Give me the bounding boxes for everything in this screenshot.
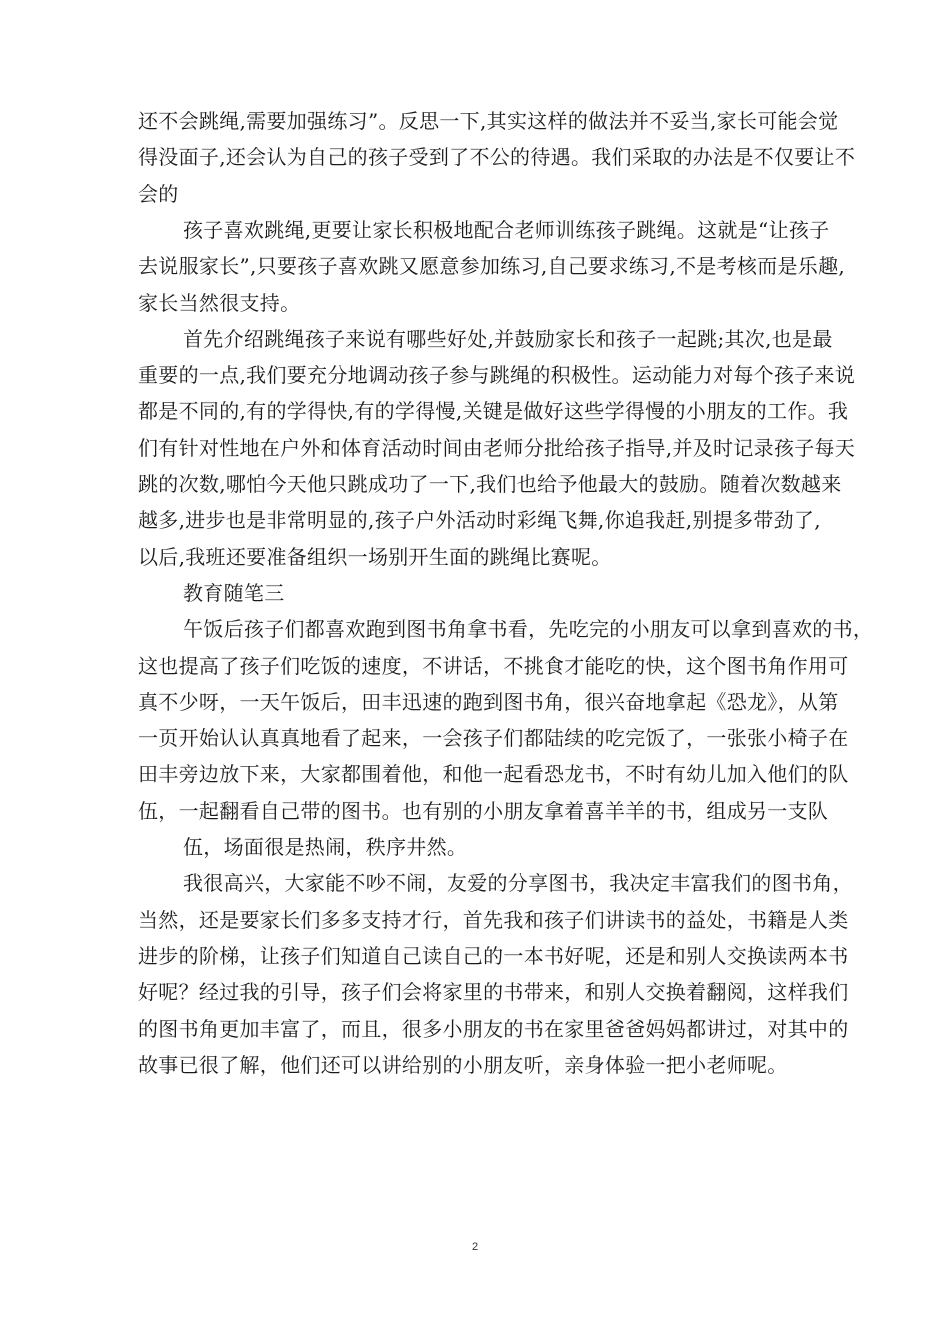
page-number: 2	[471, 1241, 479, 1253]
text-line: 首先介绍跳绳孩子来说有哪些好处,并鼓励家长和孩子一起跳;其次,也是最	[183, 326, 833, 351]
text-line: 伍，场面很是热闹，秩序井然。	[183, 835, 468, 859]
text-line: 以后,我班还要准备组织一场别开生面的跳绳比赛呢。	[138, 544, 612, 569]
text-line: 进步的阶梯，让孩子们知道自己读自己的一本书好呢，还是和别人交换读两本书	[138, 943, 849, 968]
text-line: 越多,进步也是非常明显的,孩子户外活动时彩绳飞舞,你追我赶,别提多带劲了,	[138, 508, 821, 533]
text-line: 午饭后孩子们都喜欢跑到图书角拿书看，先吃完的小朋友可以拿到喜欢的书，	[183, 617, 874, 642]
text-line: 故事已很了解，他们还可以讲给别的小朋友听，亲身体验一把小老师呢。	[138, 1052, 788, 1077]
text-line: 真不少呀，一天午饭后，田丰迅速的跑到图书角，很兴奋地拿起《恐龙》，从第	[138, 689, 839, 714]
text-line: 孩子喜欢跳绳,更要让家长积极地配合老师训练孩子跳绳。这就是“让孩子	[183, 217, 830, 242]
text-line: 还不会跳绳,需要加强练习”。反思一下,其实这样的做法并不妥当,家长可能会觉	[138, 109, 839, 133]
text-line: 们有针对性地在户外和体育活动时间由老师分批给孩子指导,并及时记录孩子每天	[138, 435, 856, 460]
text-line: 得没面子,还会认为自己的孩子受到了不公的待遇。我们采取的办法是不仅要让不	[138, 145, 856, 170]
text-line: 家长当然很支持。	[138, 290, 301, 315]
text-line: 好呢？经过我的引导，孩子们会将家里的书带来，和别人交换着翻阅，这样我们	[138, 980, 849, 1005]
text-line: 跳的次数,哪怕今天他只跳成功了一下,我们也给予他最大的鼓励。随着次数越来	[138, 472, 842, 496]
text-line: 田丰旁边放下来，大家都围着他，和他一起看恐龙书，不时有幼儿加入他们的队	[138, 762, 849, 787]
text-line: 这也提高了孩子们吃饭的速度，不讲话，不挑食才能吃的快，这个图书角作用可	[138, 653, 849, 678]
text-line: 的图书角更加丰富了，而且，很多小朋友的书在家里爸爸妈妈都讲过，对其中的	[138, 1016, 849, 1041]
section-heading: 教育随笔三	[183, 580, 285, 605]
text-line: 去说服家长”,只要孩子喜欢跳又愿意参加练习,自己要求练习,不是考核而是乐趣,	[138, 254, 846, 279]
text-line: 伍，一起翻看自己带的图书。也有别的小朋友拿着喜羊羊的书，组成另一支队	[138, 798, 829, 823]
text-line: 我很高兴，大家能不吵不闹，友爱的分享图书，我决定丰富我们的图书角，	[183, 871, 853, 896]
text-line: 当然，还是要家长们多多支持才行，首先我和孩子们讲读书的益处，书籍是人类	[138, 907, 849, 932]
text-line: 都是不同的,有的学得快,有的学得慢,关键是做好这些学得慢的小朋友的工作。我	[138, 399, 849, 424]
text-line: 重要的一点,我们要充分地调动孩子参与跳绳的积极性。运动能力对每个孩子来说	[138, 363, 856, 388]
text-line: 一页开始认认真真地看了起来，一会孩子们都陆续的吃完饭了，一张张小椅子在	[138, 726, 849, 751]
text-line: 会的	[138, 181, 179, 206]
